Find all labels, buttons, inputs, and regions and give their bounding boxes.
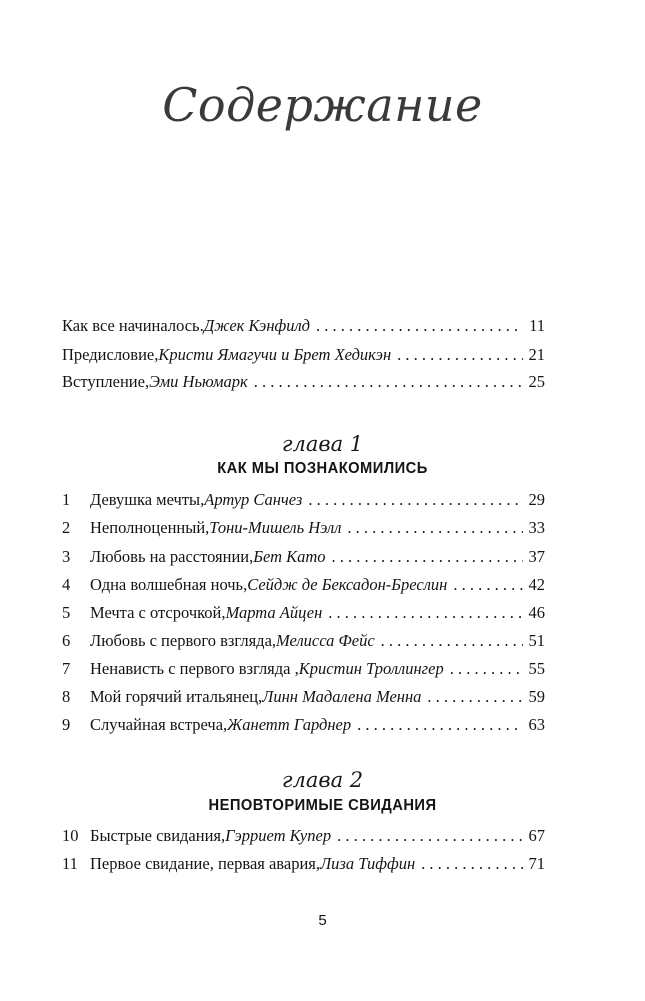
entry-page-number: 11 xyxy=(529,316,545,335)
entry-text: Ненависть с первого взгляда , xyxy=(90,659,299,678)
toc-entry xyxy=(62,631,545,655)
dot-leader xyxy=(316,316,523,336)
entry-author: Линн Мадалена Менна xyxy=(262,687,422,706)
dot-leader xyxy=(328,603,522,623)
dot-leader xyxy=(347,518,522,538)
entry-author: Мелисса Фейс xyxy=(276,631,375,650)
entry-page-number: 21 xyxy=(528,345,545,364)
entry-page-number: 29 xyxy=(528,490,545,509)
entry-author: Кристи Ямагучи и Брет Хедикэн xyxy=(158,345,392,364)
dot-leader xyxy=(357,715,522,735)
chapter-title: НЕПОВТОРИМЫЕ СВИДАНИЯ xyxy=(208,797,437,814)
dot-leader xyxy=(421,854,522,874)
entry-author: Тони-Мишель Нэлл xyxy=(209,518,342,537)
entry-author: Джек Кэнфилд xyxy=(203,316,311,335)
entry-page-number: 33 xyxy=(528,518,545,537)
dot-leader xyxy=(450,659,523,679)
page-number: 5 xyxy=(318,912,327,929)
entry-number: 6 xyxy=(62,631,71,650)
entry-number: 10 xyxy=(62,826,79,845)
entry-page-number: 42 xyxy=(528,575,545,594)
toc-entry xyxy=(62,345,545,369)
entry-number: 2 xyxy=(62,518,71,537)
entry-author: Лиза Тиффин xyxy=(320,854,416,873)
dot-leader xyxy=(381,631,523,651)
toc-entry xyxy=(62,854,545,878)
entry-author: Кристин Троллингер xyxy=(298,659,444,678)
dot-leader xyxy=(254,372,523,392)
toc-entry xyxy=(62,490,545,514)
entry-text: Мечта с отсрочкой, xyxy=(90,603,226,622)
dot-leader xyxy=(337,826,522,846)
entry-author: Марта Айцен xyxy=(225,603,323,622)
chapter-title: КАК МЫ ПОЗНАКОМИЛИСЬ xyxy=(217,460,428,477)
entry-author: Эми Ньюмарк xyxy=(149,372,248,391)
entry-text: Первое свидание, первая авария, xyxy=(90,854,320,873)
entry-text: Мой горячий итальянец, xyxy=(90,687,263,706)
toc-entry xyxy=(62,547,545,571)
toc-entry xyxy=(62,603,545,627)
dot-leader xyxy=(308,490,522,510)
entry-text: Быстрые свидания, xyxy=(90,826,226,845)
entry-page-number: 63 xyxy=(528,715,545,734)
entry-text: Как все начиналось. xyxy=(62,316,204,335)
entry-text: Вступление, xyxy=(62,372,150,391)
entry-page-number: 51 xyxy=(528,631,545,650)
entry-page-number: 25 xyxy=(528,372,545,391)
toc-entry xyxy=(62,518,545,542)
entry-number: 11 xyxy=(62,854,78,873)
entry-page-number: 71 xyxy=(528,854,545,873)
entry-author: Бет Като xyxy=(253,547,326,566)
chapter-label: глава 1 xyxy=(281,432,364,456)
toc-entry xyxy=(62,687,545,711)
entry-author: Жанетт Гарднер xyxy=(227,715,352,734)
entry-page-number: 55 xyxy=(528,659,545,678)
dot-leader xyxy=(397,345,522,365)
entry-author: Сейдж де Бексадон-Бреслин xyxy=(247,575,448,594)
entry-page-number: 59 xyxy=(528,687,545,706)
entry-text: Неполноценный, xyxy=(90,518,210,537)
entry-number: 4 xyxy=(62,575,71,594)
entry-author: Артур Санчез xyxy=(204,490,303,509)
entry-page-number: 37 xyxy=(528,547,545,566)
entry-author: Гэрриет Купер xyxy=(225,826,332,845)
entry-text: Случайная встреча, xyxy=(90,715,228,734)
toc-entry xyxy=(62,575,545,599)
toc-entry xyxy=(62,372,545,396)
entry-text: Девушка мечты, xyxy=(90,490,205,509)
toc-entry xyxy=(62,715,545,739)
page-title: Содержание xyxy=(162,78,483,132)
entry-page-number: 67 xyxy=(528,826,545,845)
dot-leader xyxy=(427,687,522,707)
entry-text: Предисловие, xyxy=(62,345,159,364)
entry-number: 7 xyxy=(62,659,71,678)
entry-number: 5 xyxy=(62,603,71,622)
entry-number: 3 xyxy=(62,547,71,566)
toc-entry xyxy=(62,826,545,850)
entry-number: 8 xyxy=(62,687,71,706)
entry-number: 1 xyxy=(62,490,71,509)
chapter-label: глава 2 xyxy=(281,768,364,792)
entry-number: 9 xyxy=(62,715,71,734)
entry-page-number: 46 xyxy=(528,603,545,622)
entry-text: Любовь с первого взгляда, xyxy=(90,631,277,650)
dot-leader xyxy=(332,547,523,567)
toc-entry xyxy=(62,316,545,340)
entry-text: Одна волшебная ночь, xyxy=(90,575,248,594)
entry-text: Любовь на расстоянии, xyxy=(90,547,254,566)
dot-leader xyxy=(453,575,522,595)
toc-entry xyxy=(62,659,545,683)
